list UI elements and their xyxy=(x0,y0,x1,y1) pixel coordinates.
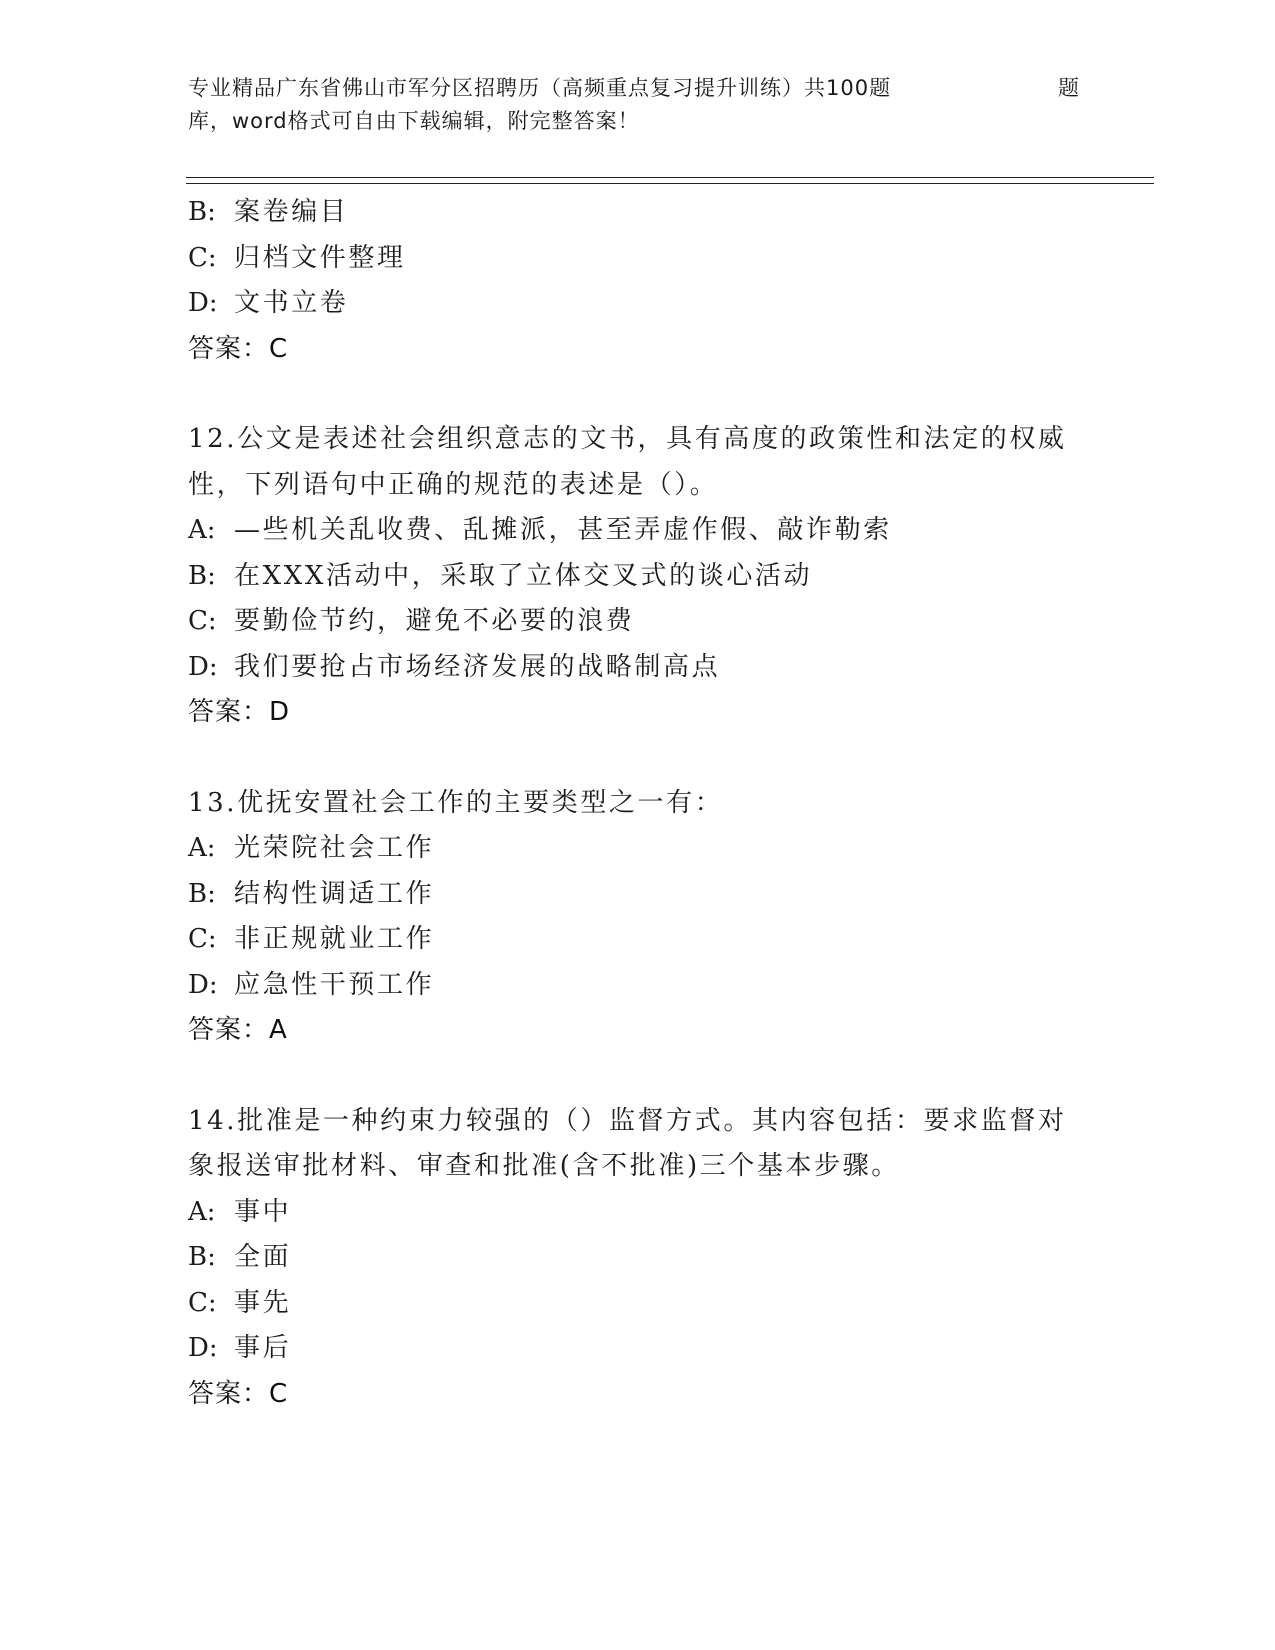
question-11-tail xyxy=(188,190,1088,372)
question-stem-continued: 性，下列语句中正确的规范的表述是（）。 xyxy=(188,469,719,500)
answer-label: 答案：D xyxy=(188,697,291,727)
option-d: D: 我们要抢占市场经济发展的战略制高点 xyxy=(188,651,721,682)
option-c: C: 要勤俭节约，避免不必要的浪费 xyxy=(188,606,635,636)
option-d: D: 文书立卷 xyxy=(188,288,349,318)
answer-label: 答案：C xyxy=(188,1378,289,1409)
option-c: C: 非正规就业工作 xyxy=(188,924,435,954)
header-rule-top xyxy=(186,177,1154,178)
question-stem: 14.批准是一种约束力较强的（）监督方式。其内容包括：要求监督对 xyxy=(188,1105,1067,1136)
answer-label: 答案：C xyxy=(188,333,289,364)
header-rule-bottom xyxy=(186,183,1154,184)
question-stem: 13.优抚安置社会工作的主要类型之一有： xyxy=(188,787,724,818)
header-line-2: 库，word格式可自由下载编辑，附完整答案！ xyxy=(188,109,640,133)
option-b: B: 案卷编目 xyxy=(188,197,349,227)
document-header xyxy=(188,72,1088,138)
option-a: A: 光荣院社会工作 xyxy=(188,833,435,863)
option-d: D: 应急性干预工作 xyxy=(188,969,435,1000)
option-a: A: —些机关乱收费、乱摊派，甚至弄虚作假、敲诈勒索 xyxy=(188,515,892,545)
option-c: C: 事先 xyxy=(188,1287,292,1318)
option-b: B: 在XXX活动中，采取了立体交叉式的谈心活动 xyxy=(188,560,813,591)
question-12 xyxy=(188,417,1088,736)
question-14 xyxy=(188,1099,1088,1418)
option-d: D: 事后 xyxy=(188,1333,292,1363)
option-a: A: 事中 xyxy=(188,1196,292,1227)
answer-label: 答案：A xyxy=(188,1015,288,1045)
option-b: B: 结构性调适工作 xyxy=(188,878,435,909)
question-stem-continued: 象报送审批材料、审查和批准(含不批准)三个基本步骤。 xyxy=(188,1151,900,1181)
header-title: 专业精品广东省佛山市军分区招聘历（高频重点复习提升训练）共100题 xyxy=(188,76,892,100)
question-list xyxy=(188,190,1088,1417)
header-title-tail: 题 xyxy=(1058,76,1080,100)
option-c: C: 归档文件整理 xyxy=(188,242,406,273)
header-line-1 xyxy=(188,72,1088,105)
question-13 xyxy=(188,781,1088,1054)
option-b: B: 全面 xyxy=(188,1242,292,1272)
question-stem: 12.公文是表述社会组织意志的文书，具有高度的政策性和法定的权威 xyxy=(188,424,1067,454)
